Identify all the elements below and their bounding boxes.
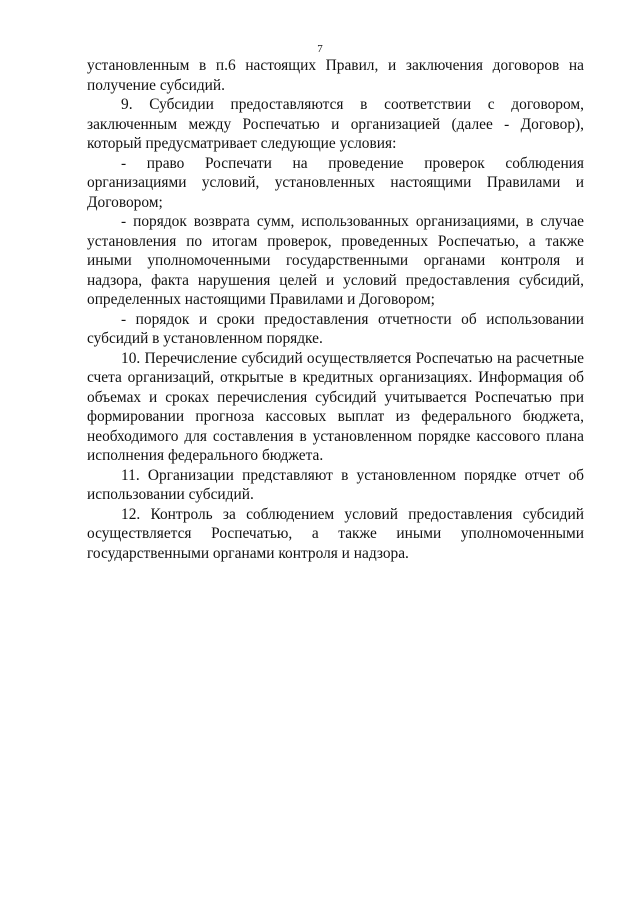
paragraph-continuation: установленным в п.6 настоящих Правил, и заключения договоров на получение субсидий. [87, 57, 584, 94]
paragraph-condition-refund-procedure: - порядок возврата сумм, использованных организациями, в случае установления по итогам проверок, проведенных Роспечатью, а также иными уполномоченными государственными органами контроля и надзора, факта нарушения целей и условий предоставления субсидий, определенных настоящими Правилами и Договором; [87, 213, 584, 308]
paragraph-item-12: 12. Контроль за соблюдением условий предоставления субсидий осуществляется Роспечатью, а также иными уполномоченными государственными органами контроля и надзора. [87, 505, 584, 562]
paragraph-condition-inspection-right: - право Роспечати на проведение проверок соблюдения организациями условий, установленных настоящими Правилами и Договором; [87, 154, 584, 211]
paragraph-item-10: 10. Перечисление субсидий осуществляется Роспечатью на расчетные счета организаций, открытые в кредитных организациях. Информация об объемах и сроках перечисления субсидий учитывается Роспечатью при формировании прогноза кассовых выплат из федерального бюджета, необходимого для составления в установленном порядке кассового плана исполнения федерального бюджета. [87, 349, 584, 464]
paragraph-item-9: 9. Субсидии предоставляются в соответствии с договором, заключенным между Роспечатью и организацией (далее - Договор), который предусматривает следующие условия: [87, 96, 584, 152]
page-number: 7 [317, 43, 323, 55]
paragraph-item-11: 11. Организации представляют в установленном порядке отчет об использовании субсидий. [87, 466, 584, 503]
paragraph-condition-reporting: - порядок и сроки предоставления отчетности об использовании субсидий в установленном порядке. [87, 310, 584, 347]
document-body [87, 56, 584, 563]
